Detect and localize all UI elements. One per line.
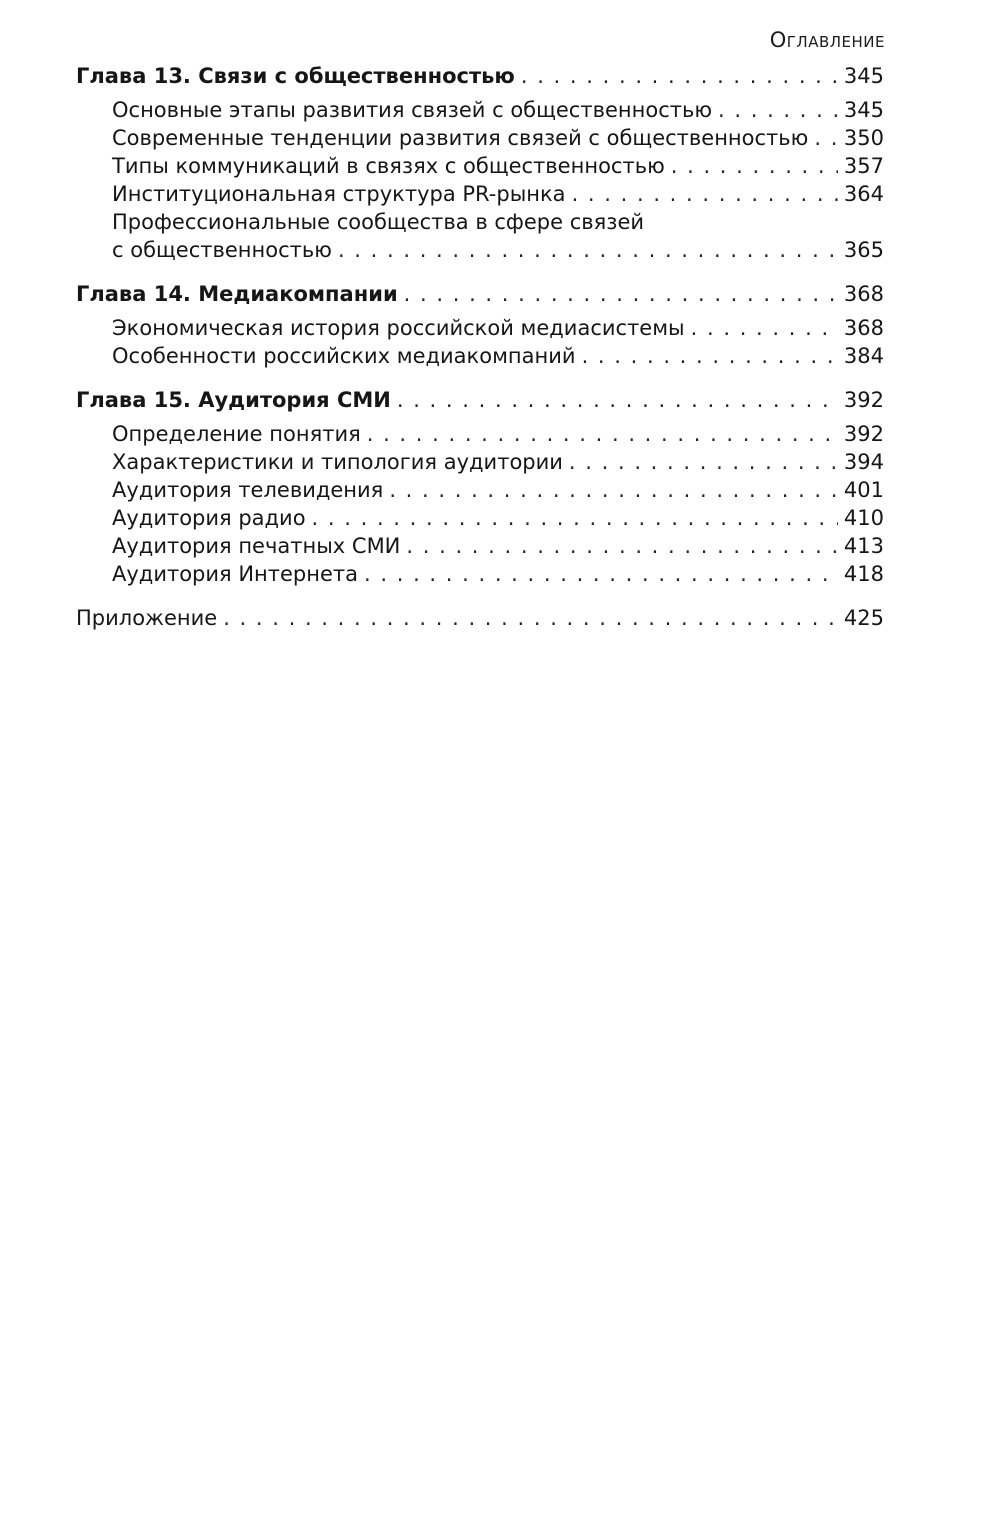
- toc-entry[interactable]: [76, 560, 884, 588]
- page-number: 401: [843, 478, 884, 502]
- page-number: 410: [843, 506, 884, 530]
- chapter-gap: [76, 588, 884, 604]
- chapter-14: [76, 280, 884, 370]
- section-title: Аудитория радио: [112, 506, 306, 530]
- page-number: 418: [843, 562, 884, 586]
- section-title: Основные этапы развития связей с общественностью: [112, 98, 713, 122]
- page-number: 425: [843, 606, 884, 630]
- section-title-line-2: с общественностью: [112, 238, 332, 262]
- chapter-title: Глава 14. Медиакомпании: [76, 282, 398, 306]
- dot-leader: [397, 386, 838, 414]
- appendix-title: Приложение: [76, 606, 218, 630]
- section-title: Типы коммуникаций в связях с общественностью: [112, 154, 665, 178]
- section-title: Характеристики и типология аудитории: [112, 450, 563, 474]
- toc-entry[interactable]: [76, 124, 884, 152]
- chapter-gap: [76, 264, 884, 280]
- running-head: Оглавление: [769, 28, 885, 52]
- page-number: 394: [843, 450, 884, 474]
- page-number: 345: [843, 98, 884, 122]
- page-number: 368: [843, 282, 884, 306]
- section-title-line-1: Профессиональные сообщества в сфере связей: [112, 210, 645, 234]
- page-number: 392: [843, 388, 884, 412]
- toc-entry-multiline[interactable]: [76, 208, 884, 264]
- section-title: Аудитория Интернета: [112, 562, 359, 586]
- dot-leader: [691, 314, 838, 342]
- toc-entry[interactable]: [76, 180, 884, 208]
- dot-leader: [312, 504, 838, 532]
- dot-leader: [572, 180, 838, 208]
- appendix-entry[interactable]: [76, 604, 884, 632]
- dot-leader: [364, 560, 838, 588]
- toc-entry[interactable]: [76, 152, 884, 180]
- section-title: Аудитория печатных СМИ: [112, 534, 401, 558]
- toc-entry[interactable]: [76, 420, 884, 448]
- table-of-contents: [76, 62, 884, 632]
- dot-leader: [671, 152, 838, 180]
- toc-entry[interactable]: [76, 476, 884, 504]
- toc-entry[interactable]: [76, 342, 884, 370]
- toc-entry[interactable]: [76, 532, 884, 560]
- page-number: 392: [843, 422, 884, 446]
- dot-leader: [367, 420, 838, 448]
- section-title-line-2-row: [112, 236, 884, 264]
- page-number: 413: [843, 534, 884, 558]
- chapter-13: [76, 62, 884, 264]
- dot-leader: [569, 448, 838, 476]
- dot-leader: [521, 62, 838, 90]
- page-number: 345: [843, 64, 884, 88]
- dot-leader: [404, 280, 838, 308]
- chapter-gap: [76, 370, 884, 386]
- dot-leader: [582, 342, 838, 370]
- toc-entry[interactable]: [76, 96, 884, 124]
- page-number: 350: [843, 126, 884, 150]
- toc-entry[interactable]: [76, 314, 884, 342]
- page-number: 368: [843, 316, 884, 340]
- section-title: Особенности российских медиакомпаний: [112, 344, 576, 368]
- dot-leader: [814, 124, 838, 152]
- dot-leader: [718, 96, 838, 124]
- page-number: 357: [843, 154, 884, 178]
- chapter-heading[interactable]: [76, 62, 884, 90]
- section-title: Аудитория телевидения: [112, 478, 384, 502]
- page-number: 384: [843, 344, 884, 368]
- page-number: 365: [843, 238, 884, 262]
- chapter-heading[interactable]: [76, 280, 884, 308]
- section-title: Институциональная структура PR-рынка: [112, 182, 566, 206]
- section-title: Экономическая история российской медиасистемы: [112, 316, 685, 340]
- section-title: Современные тенденции развития связей с общественностью: [112, 126, 809, 150]
- dot-leader: [338, 236, 838, 264]
- dot-leader: [223, 604, 838, 632]
- chapter-15: [76, 386, 884, 588]
- dot-leader: [406, 532, 838, 560]
- section-title: Определение понятия: [112, 422, 361, 446]
- chapter-heading[interactable]: [76, 386, 884, 414]
- toc-entry[interactable]: [76, 448, 884, 476]
- chapter-title: Глава 13. Связи с общественностью: [76, 64, 515, 88]
- toc-entry[interactable]: [76, 504, 884, 532]
- page-number: 364: [843, 182, 884, 206]
- dot-leader: [389, 476, 838, 504]
- chapter-title: Глава 15. Аудитория СМИ: [76, 388, 391, 412]
